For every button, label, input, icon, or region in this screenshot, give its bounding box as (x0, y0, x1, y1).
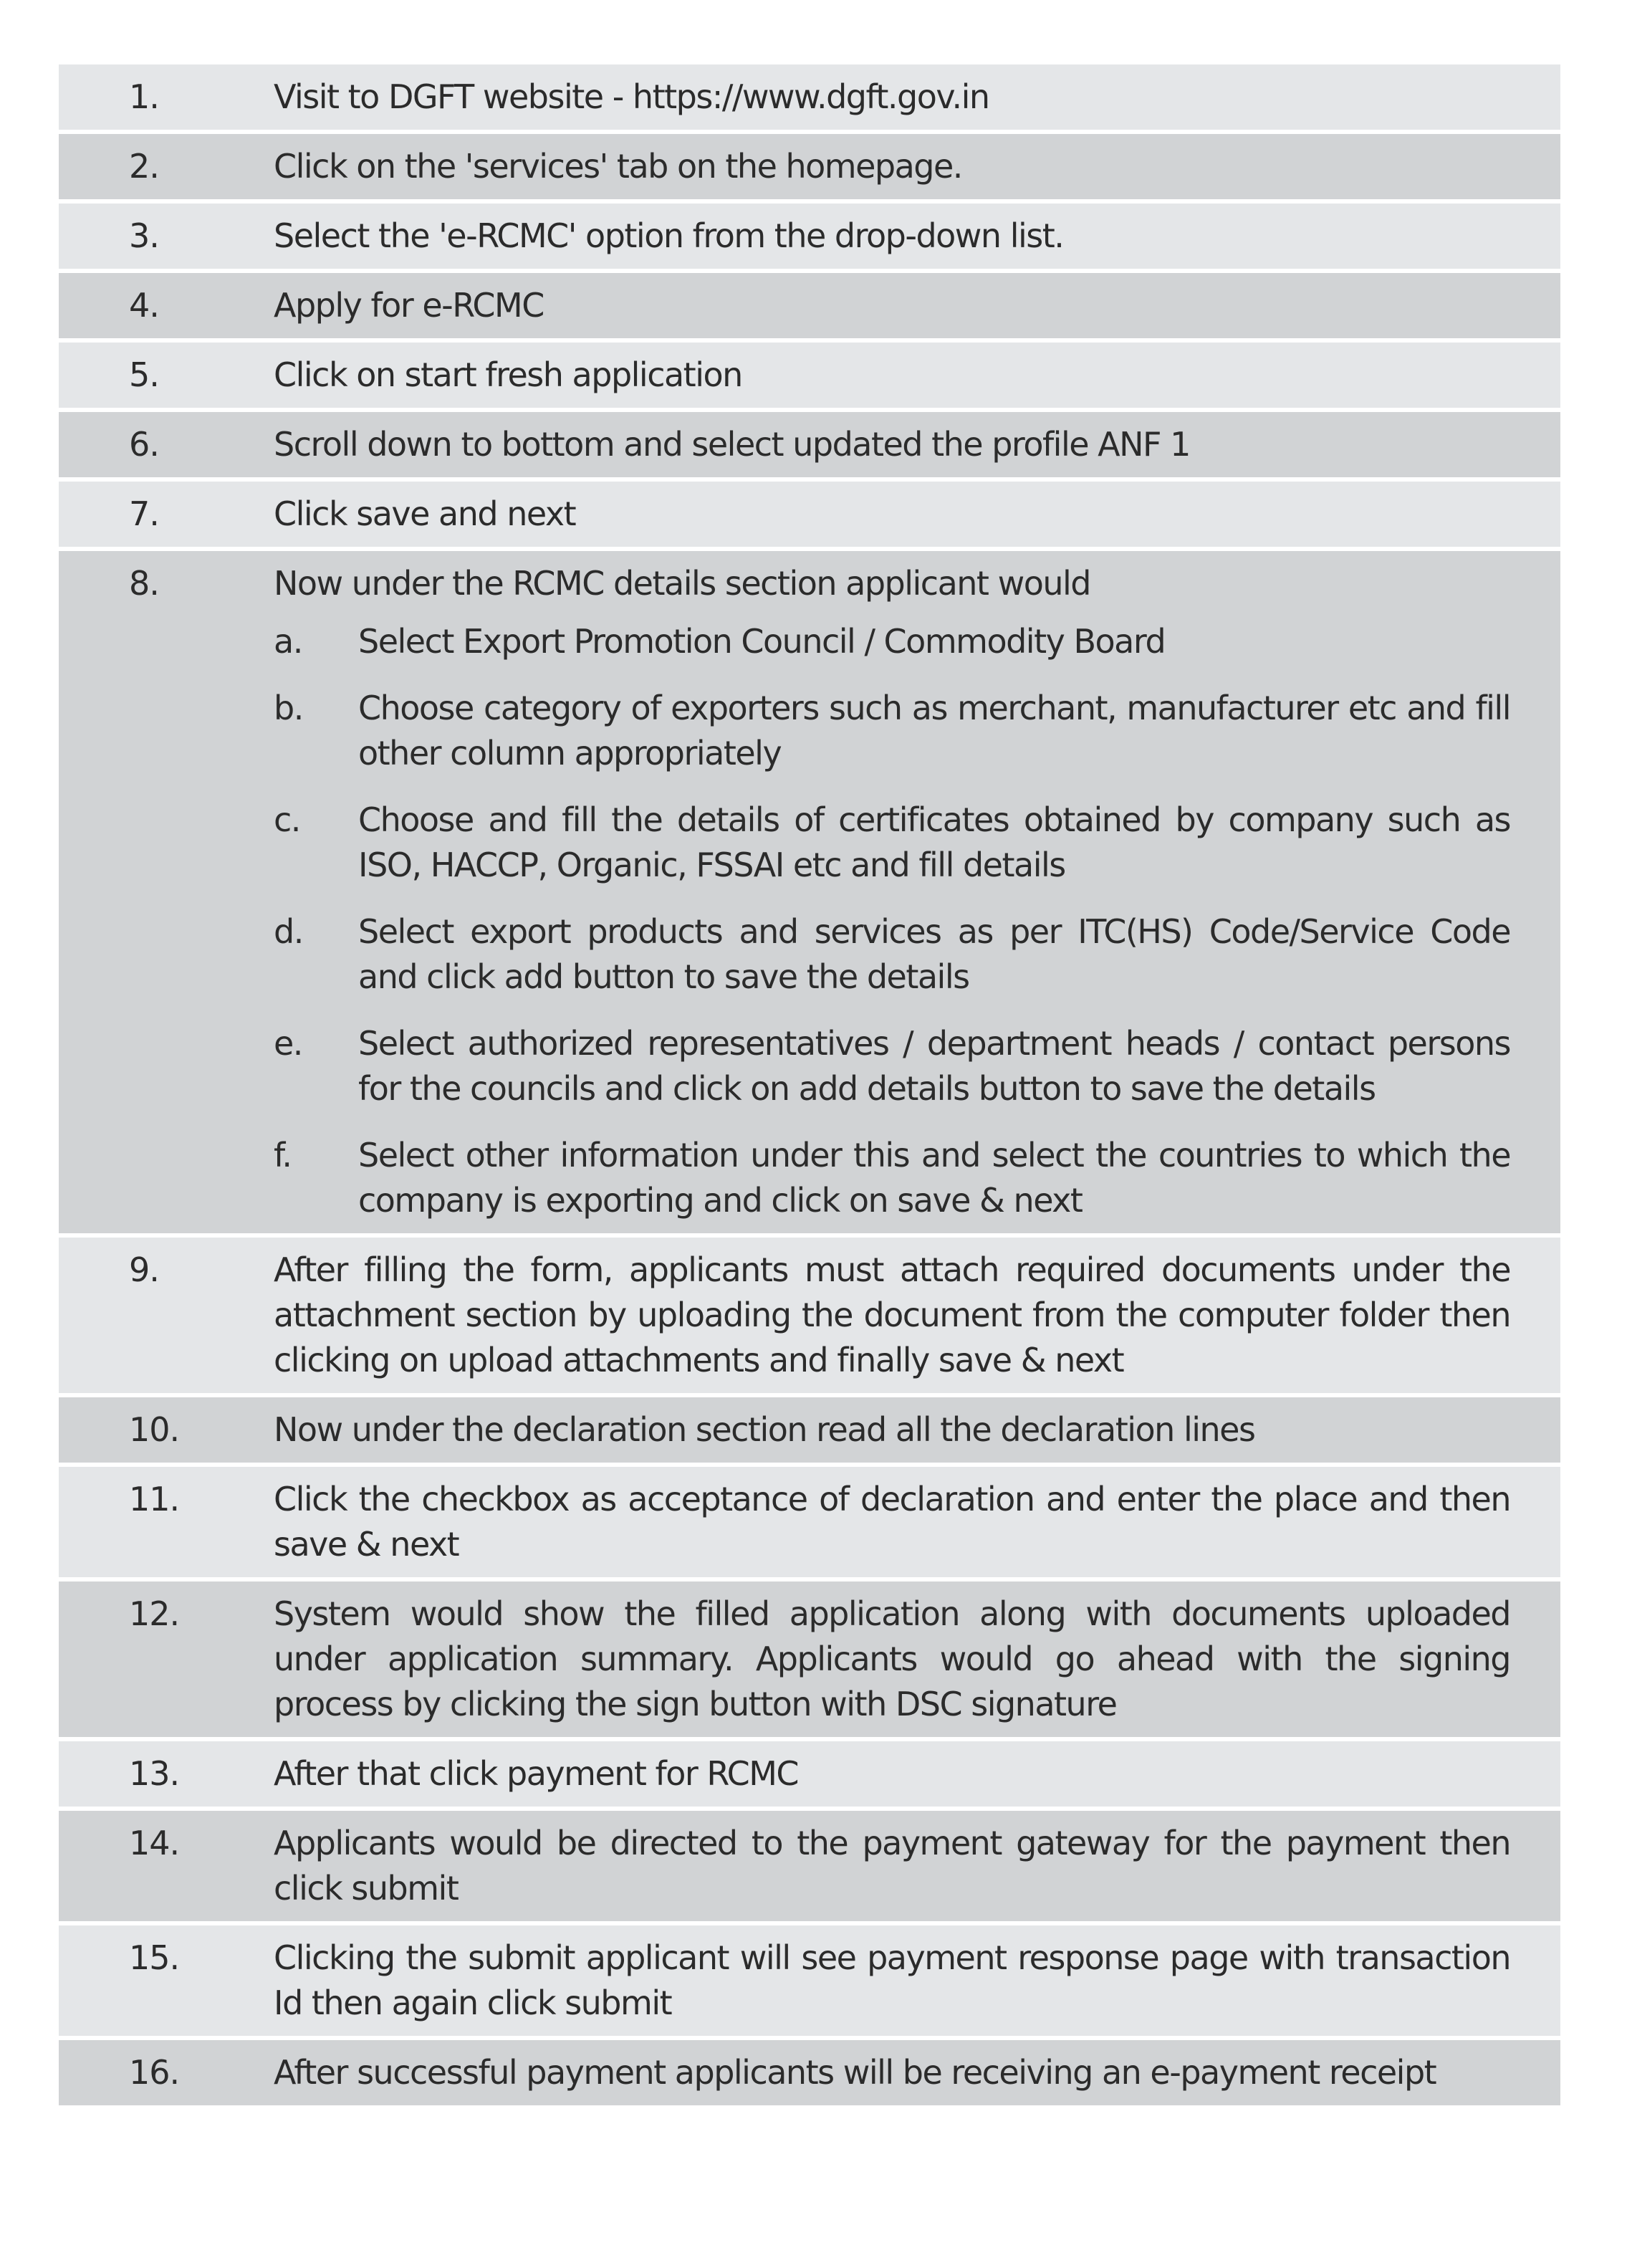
step-text: Click save and next (274, 494, 576, 533)
step-text: Select the 'e-RCMC' option from the drop-down list. (274, 216, 1064, 255)
step-number-cell (59, 214, 215, 259)
step-number: 2. (129, 147, 159, 186)
step-row (59, 134, 1560, 199)
step-number-cell (59, 492, 215, 537)
step-number: 12. (129, 1594, 180, 1633)
step-number-cell (59, 1751, 215, 1796)
step-number-cell (59, 144, 215, 189)
step-number-cell (59, 1407, 215, 1453)
step-body (215, 1407, 1510, 1453)
step-body (215, 561, 1510, 1223)
substep-letter: a. (274, 622, 302, 661)
step-number-cell (59, 2050, 215, 2095)
step-row (59, 1238, 1560, 1393)
step-number: 6. (129, 425, 159, 464)
step-number: 5. (129, 355, 159, 394)
step-body (215, 1751, 1510, 1796)
step-row (59, 2040, 1560, 2105)
step-number-cell (59, 353, 215, 398)
step-body (215, 144, 1510, 189)
step-text: Scroll down to bottom and select updated the profile ANF 1 (274, 425, 1190, 464)
substep-item (274, 1133, 1510, 1223)
step-number-cell (59, 561, 215, 606)
step-row (59, 273, 1560, 338)
substep-list (274, 619, 1510, 1223)
step-number-cell (59, 1592, 215, 1637)
step-text: Apply for e-RCMC (274, 286, 544, 325)
step-row (59, 343, 1560, 408)
substep-letter: f. (274, 1136, 292, 1174)
step-number-cell (59, 1936, 215, 1981)
substep-text: Choose category of exporters such as merchant, manufacturer etc and fill other column appropriately (358, 689, 1510, 772)
step-body (215, 1477, 1510, 1567)
step-body (215, 353, 1510, 398)
step-row (59, 1811, 1560, 1921)
step-number-cell (59, 75, 215, 120)
substep-item (274, 909, 1510, 1000)
substep-text: Select authorized representatives / department heads / contact persons for the councils and click on add details button to save the details (358, 1024, 1510, 1108)
step-row (59, 204, 1560, 269)
step-body (215, 422, 1510, 467)
step-text: Click the checkbox as acceptance of declaration and enter the place and then save & next (274, 1480, 1510, 1564)
step-body (215, 214, 1510, 259)
step-body (215, 1821, 1510, 1911)
step-text: After filling the form, applicants must attach required documents under the attachment section by uploading the document from the computer folder then clicking on upload attachments and finally save & next (274, 1250, 1510, 1379)
step-text: Visit to DGFT website - https://www.dgft.gov.in (274, 77, 989, 116)
substep-letter: c. (274, 800, 300, 839)
step-row (59, 482, 1560, 547)
substep-item (274, 619, 1510, 664)
step-number: 11. (129, 1480, 180, 1518)
step-number: 9. (129, 1250, 159, 1289)
step-body (215, 1592, 1510, 1727)
substep-text: Select Export Promotion Council / Commodity Board (358, 622, 1166, 661)
step-text: After that click payment for RCMC (274, 1754, 799, 1793)
step-text: System would show the filled application along with documents uploaded under application summary. Applicants would go ahead with the signing process by clicking the sign button with DSC signature (274, 1594, 1510, 1723)
step-text: Clicking the submit applicant will see payment response page with transaction Id then again click submit (274, 1938, 1510, 2022)
step-row (59, 1397, 1560, 1463)
step-number: 16. (129, 2053, 180, 2092)
step-row (59, 64, 1560, 130)
step-row (59, 551, 1560, 1233)
step-body (215, 492, 1510, 537)
step-number: 3. (129, 216, 159, 255)
step-number: 4. (129, 286, 159, 325)
step-text: Now under the declaration section read all the declaration lines (274, 1410, 1255, 1449)
step-number: 1. (129, 77, 159, 116)
substep-item (274, 798, 1510, 888)
substep-item (274, 686, 1510, 776)
substep-item (274, 1021, 1510, 1111)
step-body (215, 2050, 1510, 2095)
step-text: Now under the RCMC details section applicant would (274, 564, 1090, 603)
step-number-cell (59, 1248, 215, 1293)
step-body (215, 1248, 1510, 1383)
step-row (59, 1925, 1560, 2036)
substep-text: Choose and fill the details of certificates obtained by company such as ISO, HACCP, Organic, FSSAI etc and fill details (358, 800, 1510, 884)
step-number: 7. (129, 494, 159, 533)
step-number-cell (59, 283, 215, 328)
step-body (215, 283, 1510, 328)
step-text: Click on the 'services' tab on the homepage. (274, 147, 962, 186)
step-text: Click on start fresh application (274, 355, 742, 394)
substep-letter: d. (274, 912, 303, 951)
step-number-cell (59, 1477, 215, 1522)
steps-table (59, 64, 1560, 2110)
substep-letter: b. (274, 689, 303, 727)
step-row (59, 1582, 1560, 1737)
substep-text: Select export products and services as per ITC(HS) Code/Service Code and click add button to save the details (358, 912, 1510, 996)
step-row (59, 1741, 1560, 1807)
step-number-cell (59, 1821, 215, 1866)
step-number: 10. (129, 1410, 180, 1449)
step-row (59, 1467, 1560, 1577)
substep-letter: e. (274, 1024, 302, 1063)
step-body (215, 75, 1510, 120)
step-number: 14. (129, 1824, 180, 1862)
step-number: 15. (129, 1938, 180, 1977)
step-text: After successful payment applicants will be receiving an e-payment receipt (274, 2053, 1436, 2092)
step-number: 8. (129, 564, 159, 603)
step-text: Applicants would be directed to the payment gateway for the payment then click submit (274, 1824, 1510, 1908)
substep-text: Select other information under this and select the countries to which the company is exporting and click on save & next (358, 1136, 1510, 1220)
step-number-cell (59, 422, 215, 467)
step-body (215, 1936, 1510, 2026)
step-number: 13. (129, 1754, 180, 1793)
step-row (59, 412, 1560, 477)
